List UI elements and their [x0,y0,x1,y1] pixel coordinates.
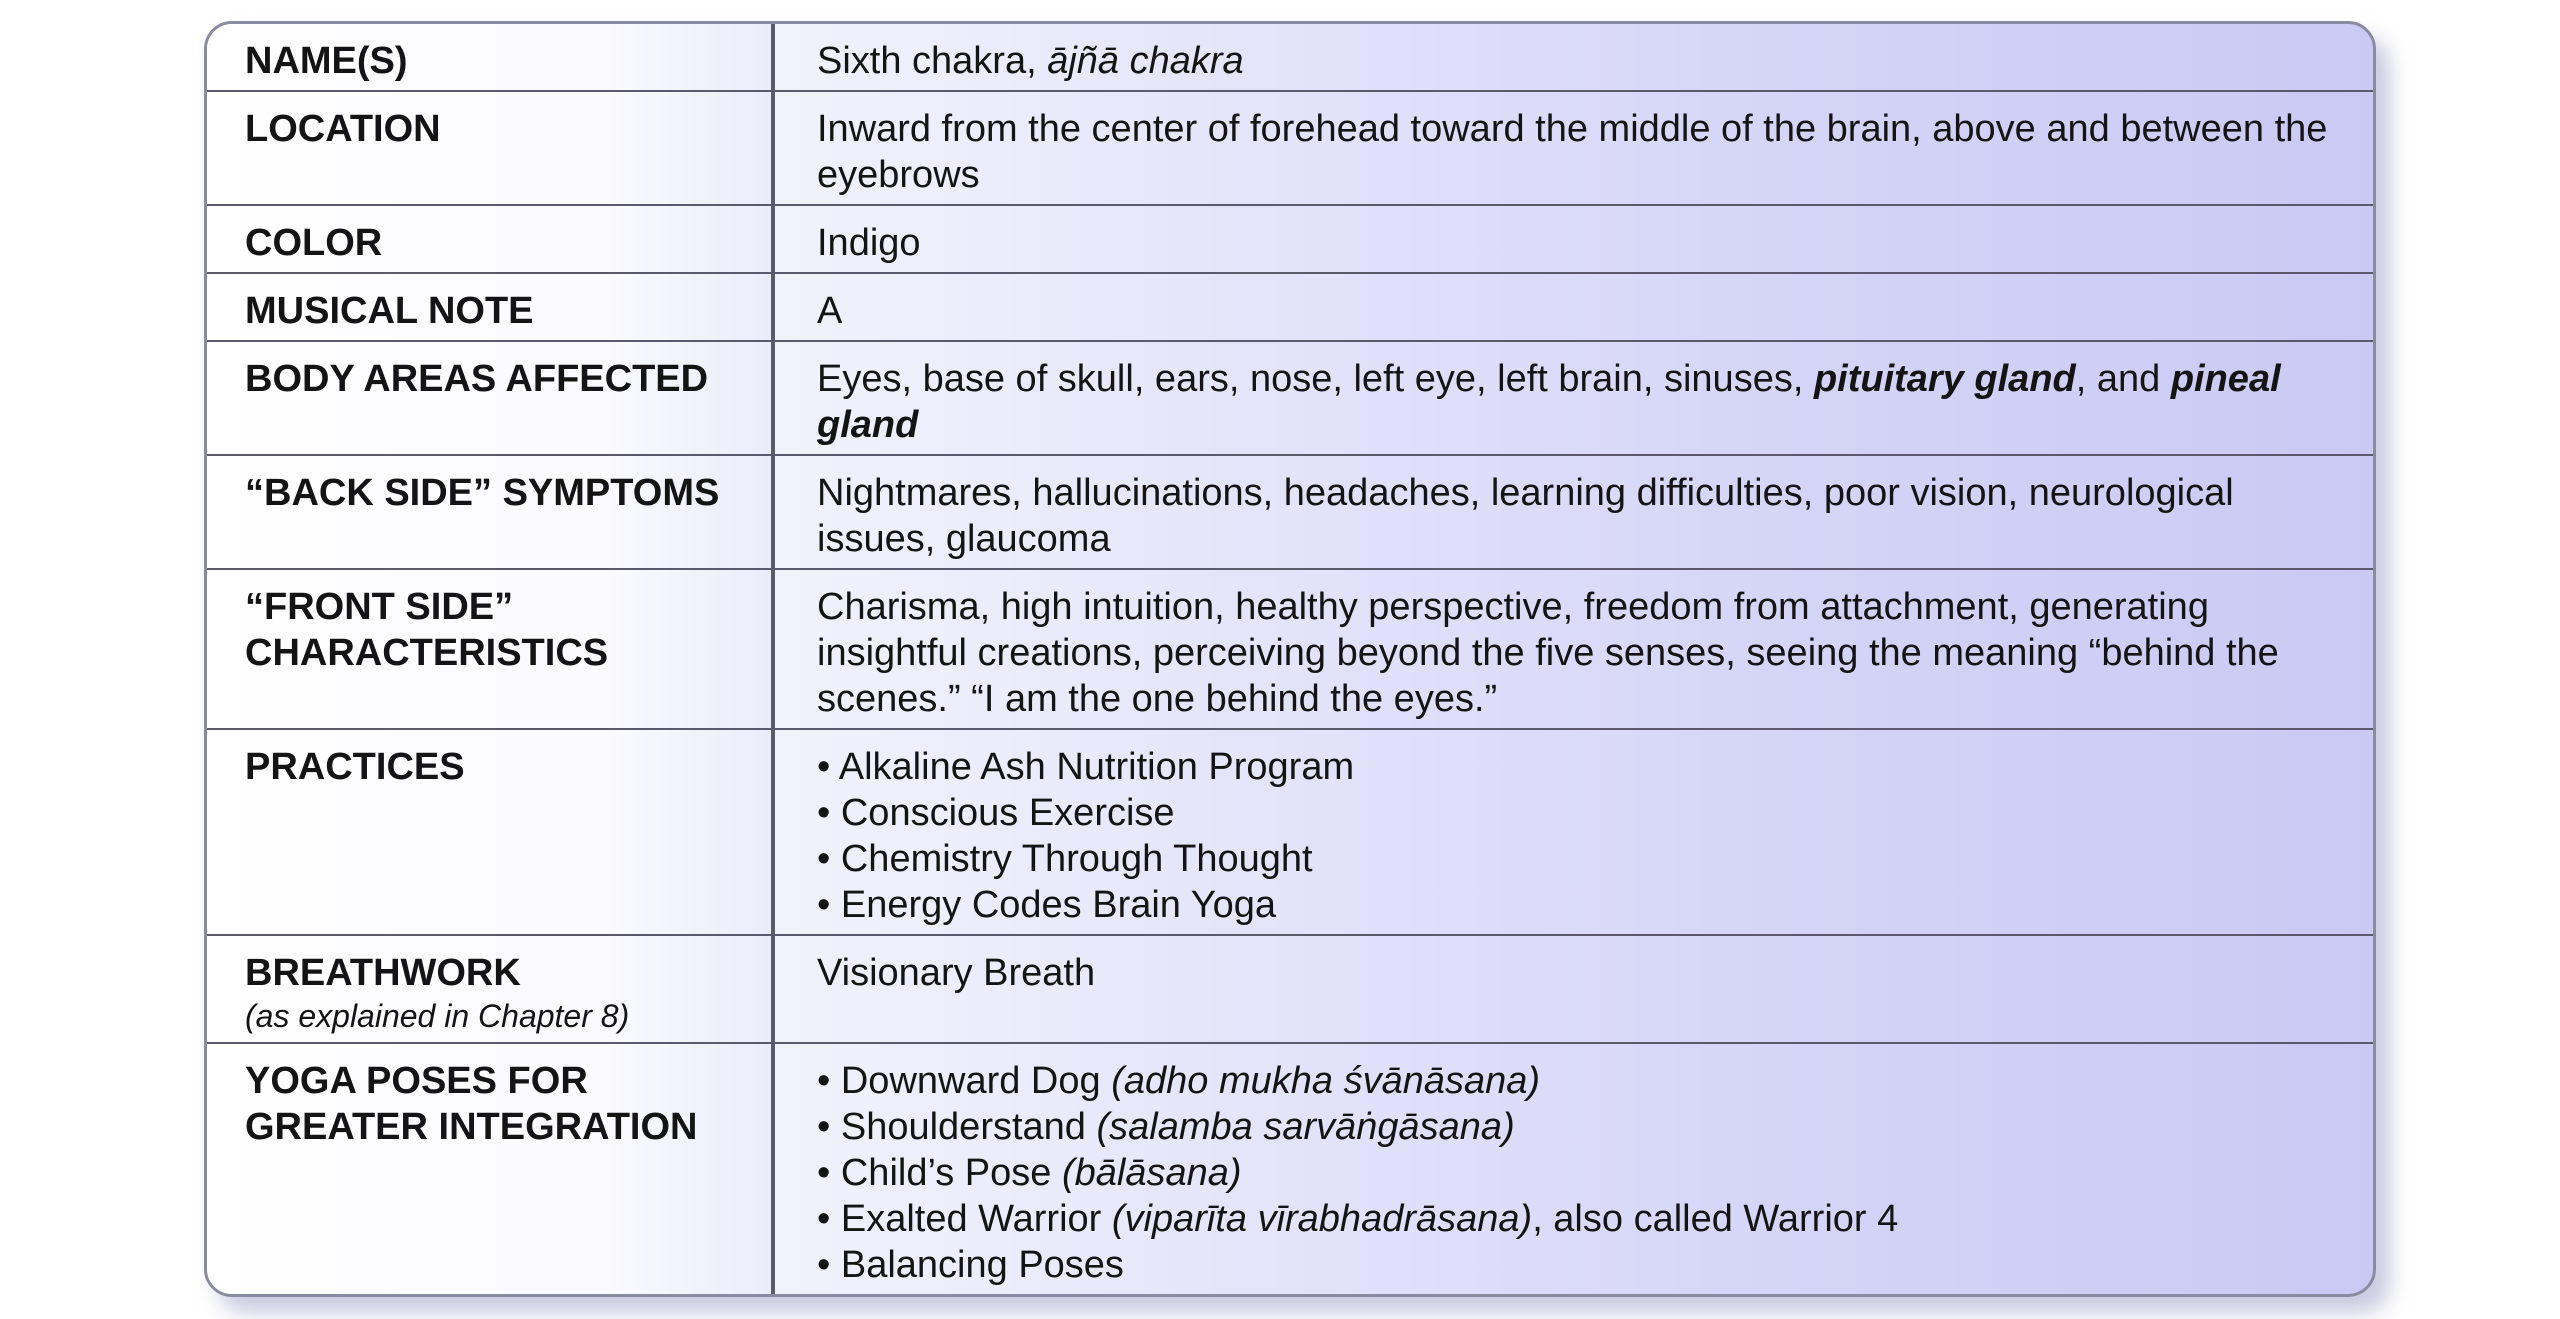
row-value: Inward from the center of forehead toward the middle of the brain, above and between the eyebrows [773,91,2373,205]
pose-note: , also called Warrior 4 [1532,1198,1899,1240]
list-item [817,1058,2335,1104]
row-label: COLOR [207,205,773,273]
chakra-table-card [204,21,2376,1297]
list-item: • Alkaline Ash Nutrition Program [817,746,1355,788]
pose-name: • Downward Dog [817,1060,1112,1102]
list-item [817,1196,2335,1242]
chakra-info-table [207,24,2373,1294]
pose-sanskrit: (viparīta vīrabhadrāsana) [1111,1198,1533,1240]
body-areas-text: Eyes, base of skull, ears, nose, left eye, left brain, sinuses, [817,358,1814,400]
row-label: LOCATION [207,91,773,205]
names-value-text: Sixth chakra, [817,40,1048,82]
row-label [207,569,773,729]
row-value: Charisma, high intuition, healthy perspective, freedom from attachment, generating insightful creations, perceiving beyond the five senses, seeing the meaning “behind the scenes.” “I am the one behind the eyes.” [773,569,2373,729]
list-item: • Conscious Exercise [817,792,1175,834]
row-value [773,341,2373,455]
names-value-italic: ājñā chakra [1047,40,1244,82]
row-value: Visionary Breath [773,935,2373,1043]
list-item [817,1150,2335,1196]
table-row-location [207,91,2373,205]
pituitary-gland-text: pituitary gland [1813,358,2076,400]
list-item: • Chemistry Through Thought [817,838,1313,880]
row-value: Indigo [773,205,2373,273]
row-label: PRACTICES [207,729,773,935]
table-row-breathwork [207,935,2373,1043]
table-row-color [207,205,2373,273]
pose-name: • Balancing Poses [817,1244,1124,1286]
pose-name: • Child’s Pose [817,1152,1062,1194]
breathwork-label: BREATHWORK [245,952,521,994]
table-row-practices [207,729,2373,935]
list-item [817,1242,2335,1288]
row-value: A [773,273,2373,341]
table-row-front-side [207,569,2373,729]
pose-sanskrit: (adho mukha śvānāsana) [1111,1060,1541,1102]
pose-name: • Shoulderstand [817,1106,1097,1148]
table-row-musical-note [207,273,2373,341]
pose-sanskrit: (salamba sarvāṅgāsana) [1096,1106,1515,1148]
pineal-gland-text: pineal gland [817,358,2281,446]
table-row-back-side [207,455,2373,569]
front-side-label-line1: “FRONT SIDE” [245,586,514,628]
row-label: NAME(S) [207,24,773,91]
row-value [773,24,2373,91]
row-value [773,729,2373,935]
table-row-yoga [207,1043,2373,1294]
yoga-label-line2: GREATER INTEGRATION [245,1106,698,1148]
row-value [773,1043,2373,1294]
yoga-label-line1: YOGA POSES FOR [245,1060,588,1102]
row-label: BODY AREAS AFFECTED [207,341,773,455]
row-label: MUSICAL NOTE [207,273,773,341]
row-label [207,935,773,1043]
pose-sanskrit: (bālāsana) [1061,1152,1242,1194]
list-item [817,1104,2335,1150]
table-row-body-areas [207,341,2373,455]
pose-name: • Exalted Warrior [817,1198,1112,1240]
row-label [207,1043,773,1294]
breathwork-sublabel: (as explained in Chapter 8) [245,998,630,1034]
row-label: “BACK SIDE” SYMPTOMS [207,455,773,569]
table-row-names [207,24,2373,91]
row-value: Nightmares, hallucinations, headaches, learning difficulties, poor vision, neurological issues, glaucoma [773,455,2373,569]
list-item: • Energy Codes Brain Yoga [817,884,1277,926]
front-side-label-line2: CHARACTERISTICS [245,632,609,674]
body-areas-joiner: , and [2075,358,2171,400]
